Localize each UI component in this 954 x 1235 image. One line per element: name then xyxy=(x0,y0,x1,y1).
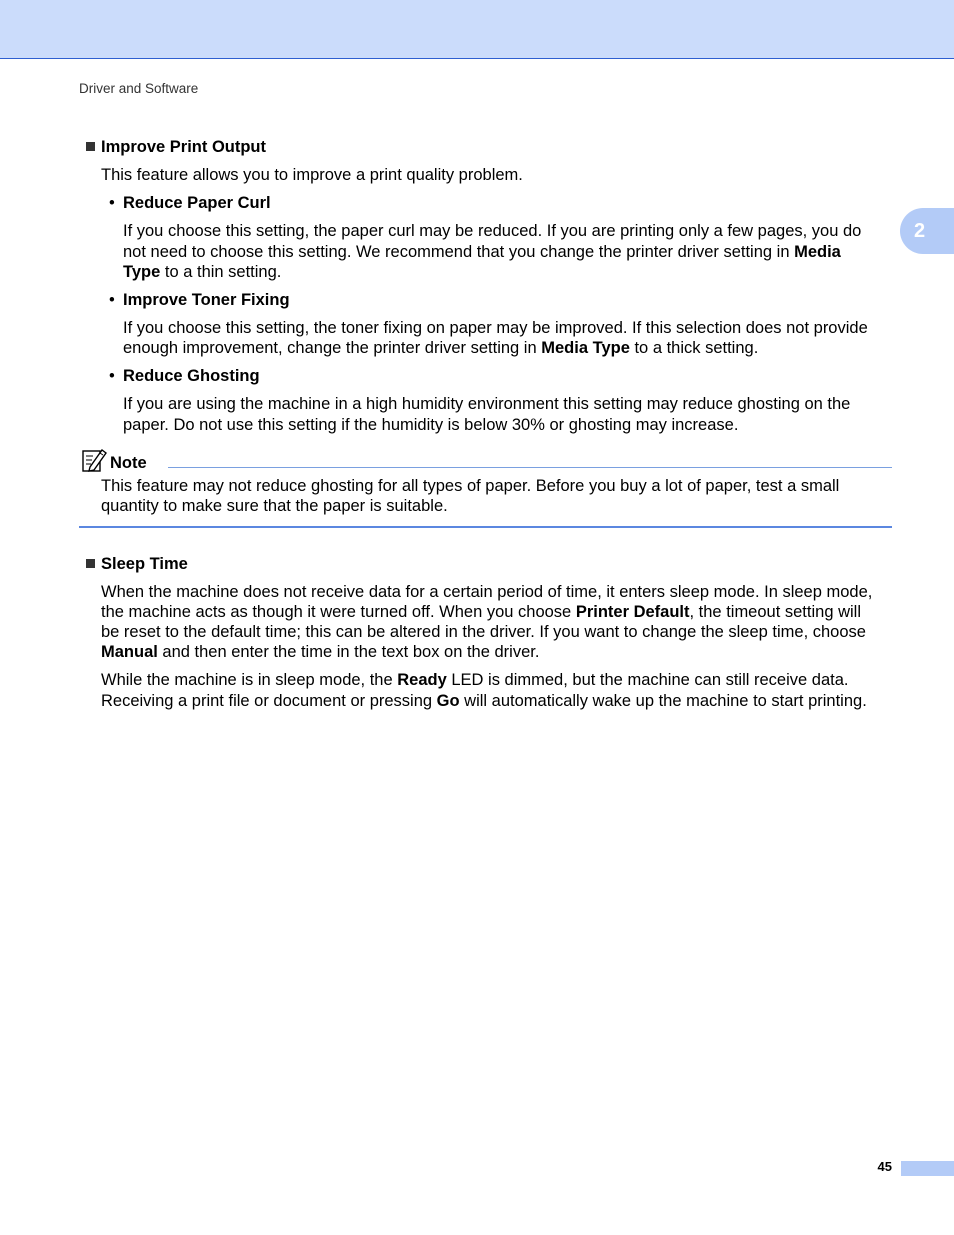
bullet-dot-icon: • xyxy=(109,367,115,385)
sleep-line-2-bold: Printer Default xyxy=(575,603,690,621)
breadcrumb: Driver and Software xyxy=(79,81,199,96)
sleep-line-4-bold: Manual xyxy=(101,643,158,661)
sleep-line-5-text: While the machine is in sleep mode, the xyxy=(101,671,398,689)
sleep-line-2-end: , the timeout setting will xyxy=(689,603,861,621)
curl-line-3 xyxy=(123,262,281,282)
note-line-1: This feature may not reduce ghosting for all types of paper. Before you buy a lot of paper, test a small xyxy=(101,477,840,495)
section-heading-sleep: Sleep Time xyxy=(101,555,188,573)
subheading-curl: Reduce Paper Curl xyxy=(123,194,271,212)
sleep-line-3: be reset to the default time; this can be altered in the driver. If you want to change the sleep time, choose xyxy=(101,623,866,641)
chapter-tab xyxy=(900,208,954,254)
improve-intro: This feature allows you to improve a print quality problem. xyxy=(101,166,523,184)
note-label: Note xyxy=(110,454,147,472)
note-line-2: quantity to make sure that the paper is suitable. xyxy=(101,497,448,515)
sleep-line-5-bold: Ready xyxy=(397,671,447,689)
sleep-line-6 xyxy=(101,691,867,711)
subheading-ghost: Reduce Ghosting xyxy=(123,367,260,385)
toner-line-2-end: to a thick setting. xyxy=(629,339,759,357)
ghost-line-1: If you are using the machine in a high humidity environment this setting may reduce ghosting on the xyxy=(123,395,851,413)
section-heading-improve: Improve Print Output xyxy=(101,138,266,156)
subheading-toner: Improve Toner Fixing xyxy=(123,291,290,309)
note-bottom-rule xyxy=(79,526,892,528)
sleep-line-5 xyxy=(101,670,848,690)
curl-line-2 xyxy=(123,242,841,262)
sleep-line-2 xyxy=(101,602,861,622)
bullet-dot-icon: • xyxy=(109,291,115,309)
note-pencil-icon xyxy=(81,447,107,473)
sleep-line-5-end: LED is dimmed, but the machine can still receive data. xyxy=(446,671,849,689)
curl-line-2-text: not need to choose this setting. We recommend that you change the printer driver setting in xyxy=(123,243,795,261)
note-top-rule xyxy=(168,467,892,468)
square-bullet-icon xyxy=(86,142,95,151)
sleep-line-6-end: will automatically wake up the machine to start printing. xyxy=(459,692,867,710)
curl-line-3-bold: Type xyxy=(123,263,161,281)
curl-line-3-text: to a thin setting. xyxy=(160,263,282,281)
curl-line-2-bold: Media xyxy=(794,243,841,261)
toner-line-2-text: enough improvement, change the printer driver setting in xyxy=(123,339,542,357)
ghost-line-2: paper. Do not use this setting if the humidity is below 30% or ghosting may increase. xyxy=(123,416,739,434)
sleep-line-6-bold: Go xyxy=(436,692,460,710)
chapter-number: 2 xyxy=(914,219,926,242)
footer-bar xyxy=(901,1161,954,1176)
sleep-line-4-text: and then enter the time in the text box on the driver. xyxy=(157,643,540,661)
sleep-line-4 xyxy=(101,642,539,662)
toner-line-1: If you choose this setting, the toner fixing on paper may be improved. If this selection does not provide xyxy=(123,319,868,337)
sleep-line-1: When the machine does not receive data for a certain period of time, it enters sleep mode. In sleep mode, xyxy=(101,583,873,601)
header-band xyxy=(0,0,954,59)
sleep-line-6-text: Receiving a print file or document or pressing xyxy=(101,692,437,710)
page-number: 45 xyxy=(877,1159,892,1174)
toner-line-2-bold: Media Type xyxy=(541,339,630,357)
bullet-dot-icon: • xyxy=(109,194,115,212)
sleep-line-2-text: the machine acts as though it were turned off. When you choose xyxy=(101,603,576,621)
square-bullet-icon xyxy=(86,559,95,568)
curl-line-1: If you choose this setting, the paper curl may be reduced. If you are printing only a few pages, you do xyxy=(123,222,862,240)
toner-line-2 xyxy=(123,338,758,358)
